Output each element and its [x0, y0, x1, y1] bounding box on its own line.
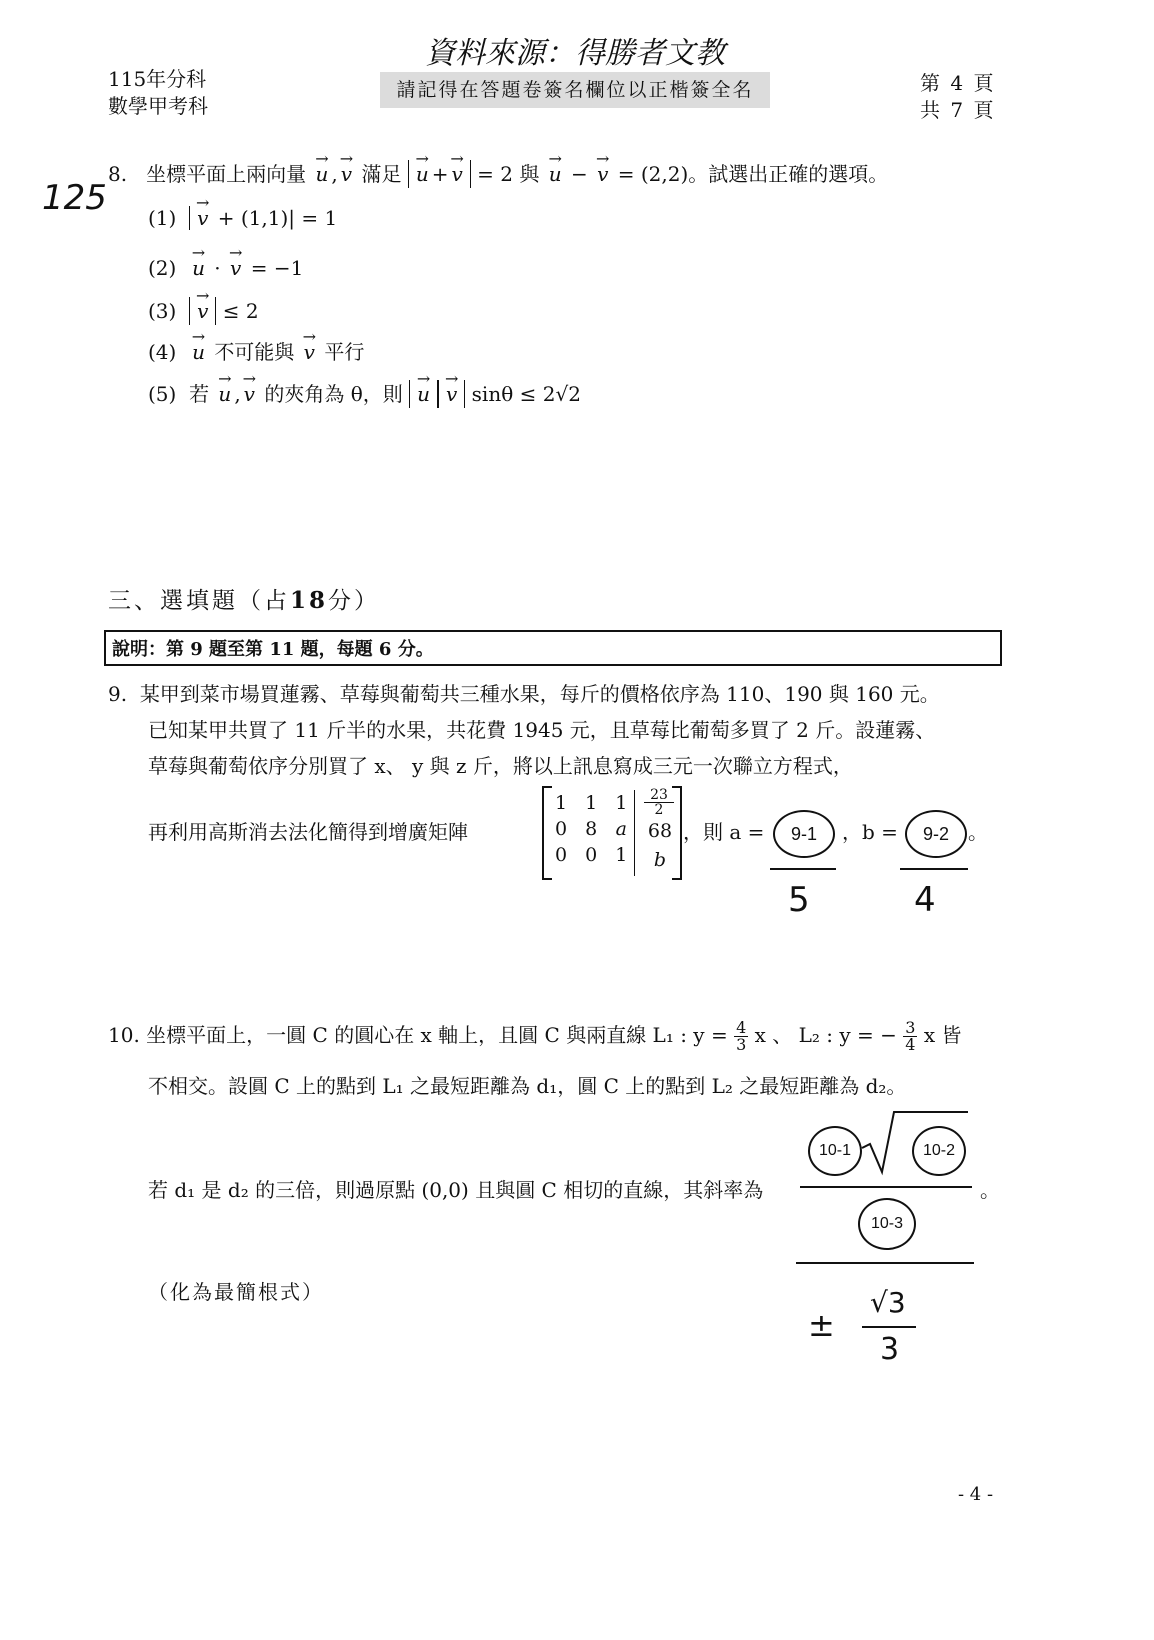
answer-blank-10-3[interactable]: 10-3 — [858, 1198, 916, 1250]
handwritten-answer-9-1: 5 — [788, 880, 810, 920]
answer-blank-10-2[interactable]: 10-2 — [912, 1126, 966, 1176]
handwritten-denominator: 3 — [880, 1332, 900, 1367]
subject: 數學甲考科 — [108, 94, 208, 118]
page-marker: - 4 - — [958, 1484, 994, 1505]
matrix-cell: 0 — [585, 844, 598, 866]
option-1: (1) → v + (1,1)| = 1 — [148, 204, 337, 232]
question-8-stem: 8. 坐標平面上兩向量 → u ,→ v 滿足 → u +→ v = 2 與 → u − → v = (2,2)。試選出正確的選項。 — [108, 160, 888, 188]
aug-value-68: 68 — [647, 820, 673, 842]
aug-fraction-den: 2 — [654, 802, 664, 818]
exam-year: 115年分科 — [108, 67, 207, 91]
aug-value-b: b — [653, 849, 667, 871]
matrix-cell: 0 — [555, 818, 568, 840]
option-5: (5) 若 → u ,→ v 的夾角為 θ，則 → u→ v sinθ ≤ 2√2 — [148, 380, 581, 408]
option-4: (4) → u 不可能與 → v 平行 — [148, 338, 364, 366]
q9-end: 。 — [968, 820, 988, 844]
answer-blank-9-1[interactable]: 9-1 — [773, 810, 835, 858]
section-3-title: 三、選填題（占18分） — [108, 587, 381, 614]
question-9-line-2: 已知某甲共買了 11 斤半的水果，共花費 1945 元，且草莓比葡萄多買了 2 斤。設蓮霧、 — [148, 718, 936, 742]
matrix-cell: a — [615, 818, 627, 840]
question-10-line-2: 不相交。設圓 C 上的點到 L₁ 之最短距離為 d₁，圓 C 上的點到 L₂ 之最短距離為 d₂。 — [148, 1074, 907, 1098]
matrix-cell: 1 — [585, 792, 598, 814]
matrix-cell: 1 — [615, 844, 628, 866]
augmented-matrix — [542, 786, 682, 880]
question-9-line-3: 草莓與葡萄依序分別買了 x、 y 與 z 斤，將以上訊息寫成三元一次聯立方程式， — [148, 754, 853, 778]
fraction-3-4: $\frac{3}{4}$ — [905, 1018, 916, 1054]
handwritten-score: 125 — [42, 178, 107, 218]
answer-blank-9-2[interactable]: 9-2 — [905, 810, 967, 858]
q10-end: 。 — [980, 1178, 1000, 1202]
question-10-line-3: 若 d₁ 是 d₂ 的三倍，則過原點 (0,0) 且與圓 C 相切的直線，其斜率為 — [148, 1178, 764, 1202]
signature-reminder-banner: 請記得在答題卷簽名欄位以正楷簽全名 — [380, 72, 770, 108]
fraction-4-3: $\frac{4}{3}$ — [736, 1018, 747, 1054]
fraction-bar — [800, 1186, 972, 1188]
q9-comma-b: ，b = — [842, 820, 898, 844]
q9-then-a: ，則 a = — [683, 820, 765, 844]
option-2: (2) → u · → v = −1 — [148, 254, 303, 282]
section-3-note: 說明：第 9 題至第 11 題，每題 6 分。 — [112, 639, 434, 660]
handwritten-numerator: √3 — [870, 1286, 906, 1319]
matrix-cell: 1 — [615, 792, 628, 814]
matrix-cell: 1 — [555, 792, 568, 814]
aug-fraction-num: 23 — [644, 788, 674, 803]
answer-blank-10-1[interactable]: 10-1 — [808, 1126, 862, 1176]
handwritten-answer-9-2: 4 — [914, 880, 936, 920]
handwritten-fraction-bar — [862, 1326, 916, 1328]
question-9-line-4: 再利用高斯消去法化簡得到增廣矩陣 — [148, 820, 468, 844]
answer-underline — [770, 868, 836, 870]
handwritten-source-note: 資料來源：得勝者文教 — [425, 36, 725, 71]
matrix-cell: 8 — [585, 818, 598, 840]
page-number: 第 4 頁 — [920, 71, 996, 95]
question-9-line-1: 9. 某甲到菜市場買蓮霧、草莓與葡萄共三種水果，每斤的價格依序為 110、190 與 160 元。 — [108, 682, 940, 706]
option-3: (3) → v ≤ 2 — [148, 297, 259, 325]
handwritten-plus-minus: ± — [808, 1306, 835, 1344]
question-10-hint: （化為最簡根式） — [148, 1280, 324, 1304]
page-total: 共 7 頁 — [920, 98, 996, 122]
vector-u: → u — [313, 160, 332, 188]
vector-v: → v — [338, 160, 355, 188]
answer-underline — [796, 1262, 974, 1264]
matrix-cell: 0 — [555, 844, 568, 866]
section-3-note-box — [104, 630, 1002, 666]
question-10-line-1: 10. 坐標平面上，一圓 C 的圓心在 x 軸上，且圓 C 與兩直線 L₁ : y = $\frac{4}{3}$ x 、 L₂ : y = − $\frac{3}{4}$ x 皆 — [108, 1018, 962, 1054]
answer-underline — [900, 868, 968, 870]
